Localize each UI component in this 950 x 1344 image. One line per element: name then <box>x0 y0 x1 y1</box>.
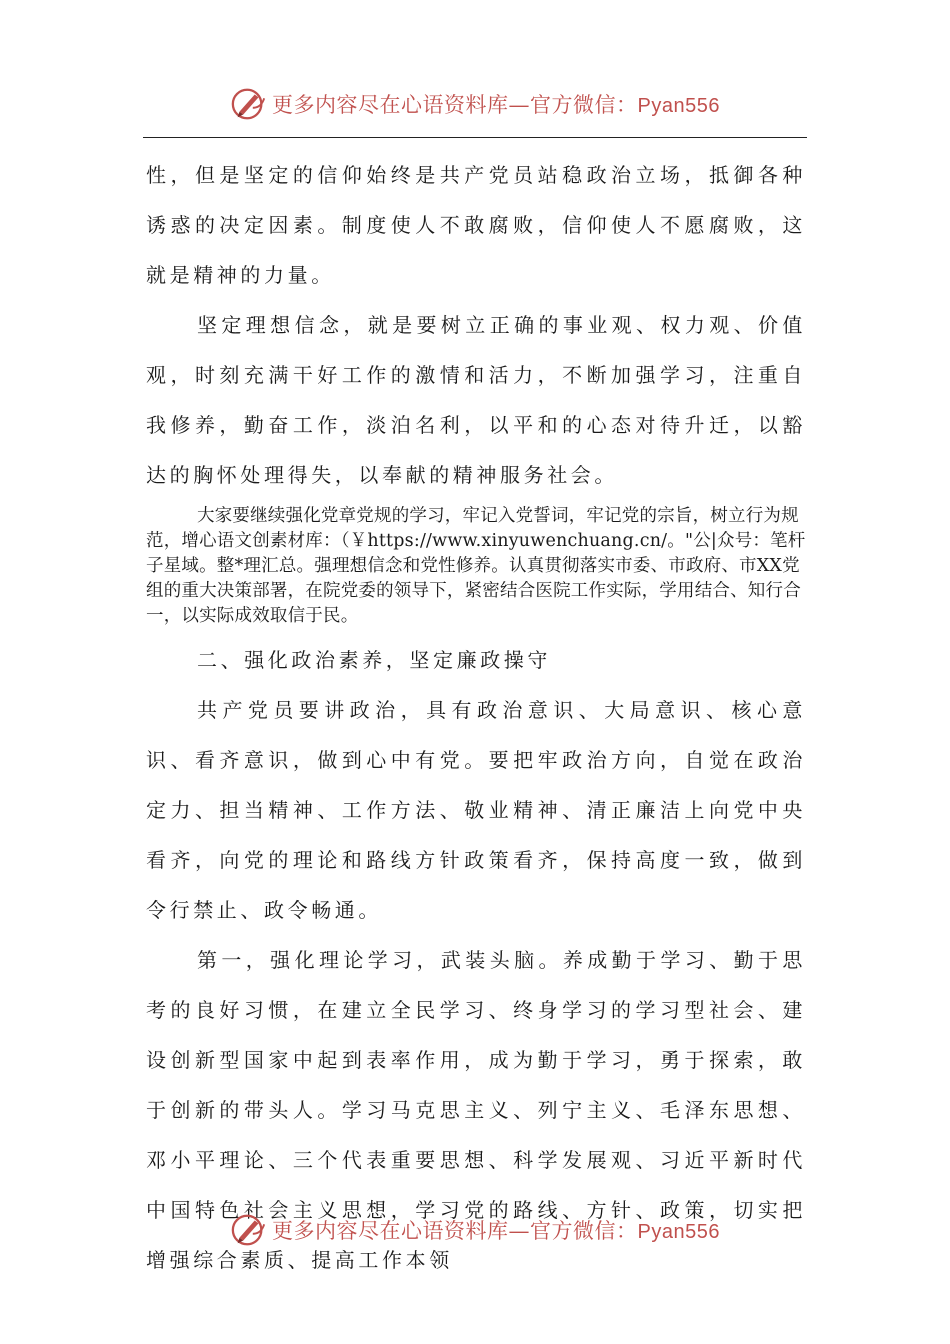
header-divider <box>143 137 807 138</box>
footer-text-cn: 更多内容尽在心语资料库 <box>272 1219 509 1243</box>
paragraph-5: 共产党员要讲政治，具有政治意识、大局意识、核心意识、看齐意识，做到心中有党。要把牢政治方向，自觉在政治定力、担当精神、工作方法、敬业精神、清正廉洁上向党中央看齐，向党的理论和路线方针政策看齐，保持高度一致，做到令行禁止、政令畅通。 <box>146 698 806 922</box>
pen-logo-icon <box>230 85 268 123</box>
header-account: Pyan556 <box>637 95 720 117</box>
pen-logo-icon <box>230 1211 268 1249</box>
paragraph-2: 坚定理想信念，就是要树立正确的事业观、权力观、价值观，时刻充满干好工作的激情和活力，不断加强学习，注重自我修养，勤奋工作，淡泊名利，以平和的心态对待升迁，以豁达的胸怀处理得失，以奉献的精神服务社会。 <box>146 313 806 487</box>
paragraph-1: 性，但是坚定的信仰始终是共产党员站稳政治立场，抵御各种诱惑的决定因素。制度使人不敢腐败，信仰使人不愿腐败，这就是精神的力量。 <box>146 163 806 287</box>
document-body <box>146 150 806 1285</box>
footer-dash: — <box>508 1219 531 1243</box>
footer-text-cn2: 官方微信： <box>530 1219 638 1243</box>
section-heading-2: 二、强化政治素养，坚定廉政操守 <box>197 648 551 672</box>
footer-account: Pyan556 <box>637 1221 720 1243</box>
paragraph-6: 第一，强化理论学习，武装头脑。养成勤于学习、勤于思考的良好习惯，在建立全民学习、终身学习的学习型社会、建设创新型国家中起到表率作用，成为勤于学习，勇于探索，敢于创新的带头人。学习马克思主义、列宁主义、毛泽东思想、邓小平理论、三个代表重要思想、科学发展观、习近平新时代中国特色社会主义思想，学习党的路线、方针、政策，切实把增强综合素质、提高工作本领 <box>146 948 806 1272</box>
header-text-cn2: 官方微信： <box>530 93 638 117</box>
footer-banner <box>0 1208 950 1252</box>
header-text-cn: 更多内容尽在心语资料库 <box>272 93 509 117</box>
header-dash: — <box>508 93 531 117</box>
footer-text <box>272 1215 720 1245</box>
paragraph-3-inserted: 大家要继续强化党章党规的学习，牢记入党誓词，牢记党的宗旨，树立行为规范，增心语文创素材库：（￥https://www.xinyuwenchuang.cn/。"公|众号：笔杆子星域。整*理汇总。强理想信念和党性修养。认真贯彻落实市委、市政府、市XX党组的重大决策部署，在院党委的领导下，紧密结合医院工作实际，学用结合、知行合一，以实际成效取信于民。 <box>146 506 806 626</box>
header-banner <box>0 82 950 126</box>
header-text <box>272 89 720 119</box>
